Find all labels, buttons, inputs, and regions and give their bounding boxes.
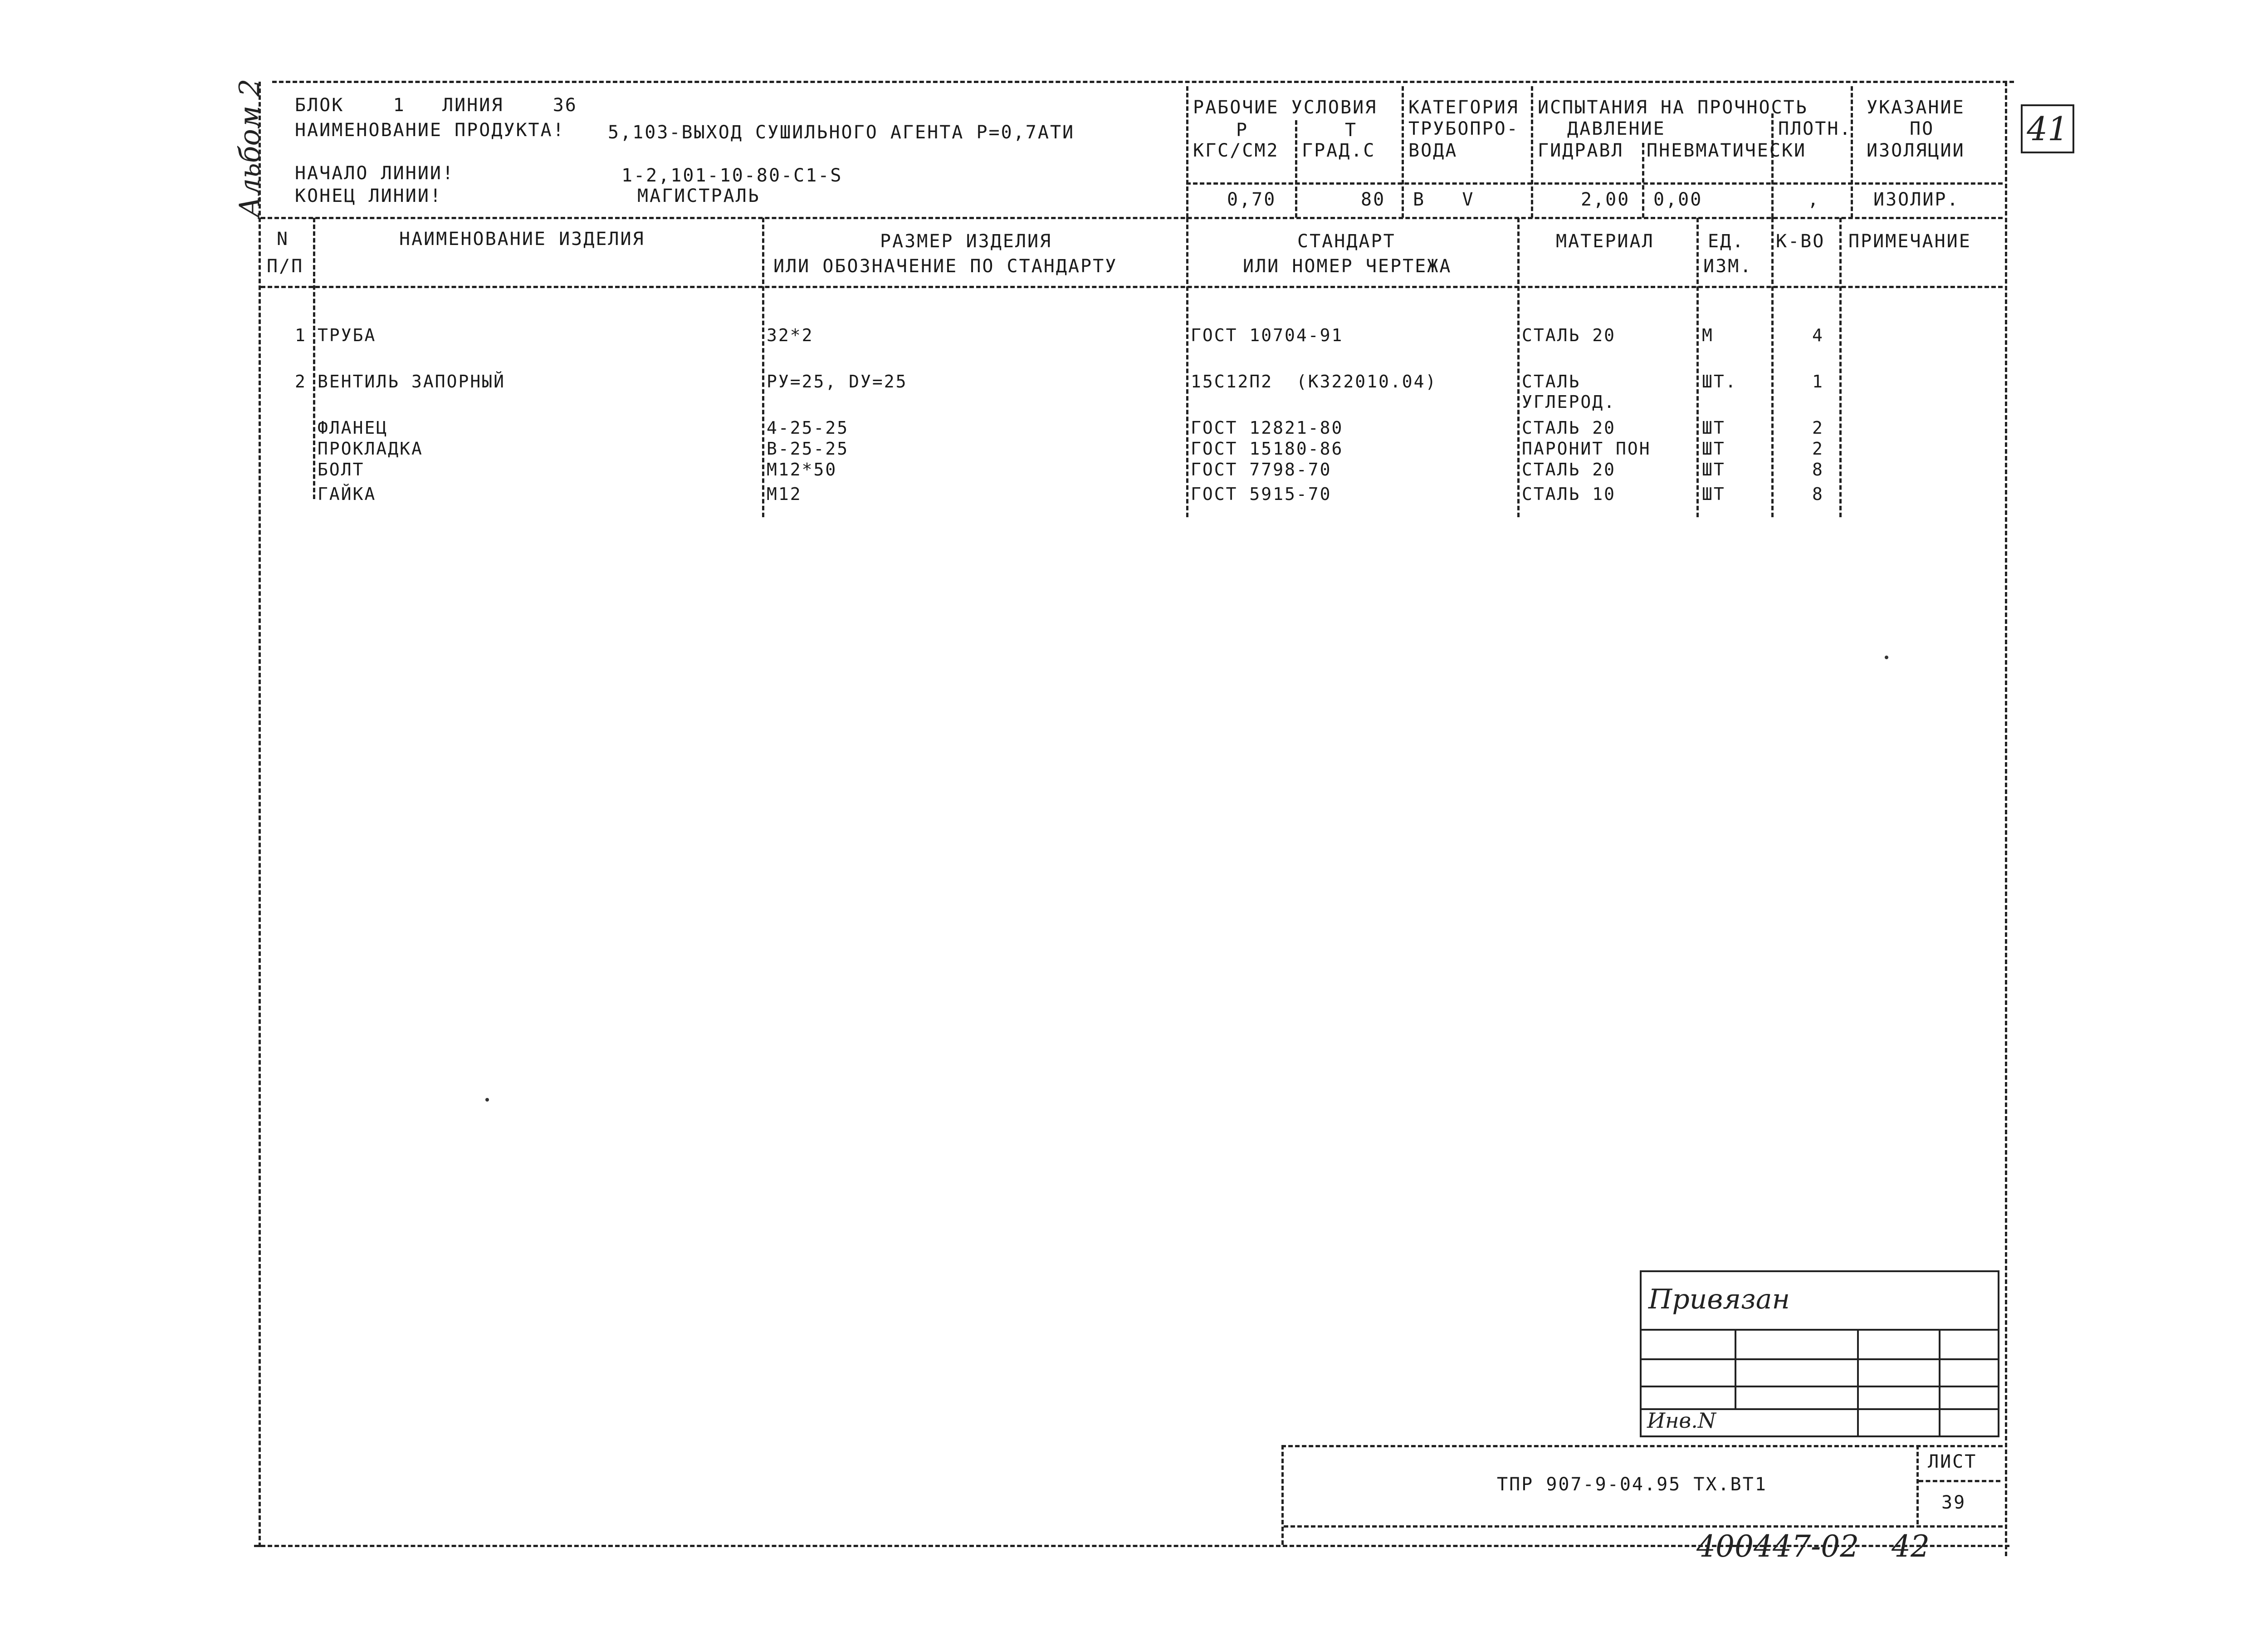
table-row-4-name: ПРОКЛАДКА [318,439,423,459]
category-label-2: ТРУБОПРО- [1408,118,1519,139]
side-note [229,78,270,218]
p-label: Р [1236,120,1249,141]
stamp-vline-2 [1857,1329,1859,1435]
table-row-5-size: М12*50 [767,460,837,480]
sheet-number: 39 [1941,1492,1966,1513]
table-row-1-name: ТРУБА [318,325,376,345]
title-block-left [1281,1445,1284,1545]
table-row-6-size: М12 [767,484,802,504]
dens-label: ПЛОТН. [1778,118,1852,139]
pneum-label: ПНЕВМАТИЧЕСКИ [1647,140,1807,161]
table-row-5-qty: 8 [1812,460,1824,480]
col-sep-std [1186,218,1188,517]
category-value: В V [1413,189,1475,210]
table-row-4-std: ГОСТ 15180-86 [1191,439,1344,459]
table-row-5-unit: ШТ [1702,460,1725,480]
header-product-value: 5,103-ВЫХОД СУШИЛЬНОГО АГЕНТА Р=0,7АТИ [608,122,1075,143]
frame-right [2005,82,2007,1556]
stamp-line-1 [1642,1329,1998,1331]
table-row-3-material: СТАЛЬ 20 [1522,418,1616,438]
header-product-label: НАИМЕНОВАНИЕ ПРОДУКТА! [295,120,565,141]
handwritten-code: 400447-02 [1696,1529,1859,1564]
col-num-l2: П/П [267,256,304,277]
table-row-6-unit: ШТ [1702,484,1725,504]
table-row-1-std: ГОСТ 10704-91 [1191,325,1344,345]
table-row-2-material: СТАЛЬ [1522,372,1581,392]
col-sep-material [1517,218,1520,517]
frame-top [272,81,2014,83]
col-sep-note [1839,218,1842,517]
pressure-label: ДАВЛЕНИЕ [1567,118,1666,139]
col-material: МАТЕРИАЛ [1556,231,1654,252]
header-sep-dens [1771,113,1774,218]
frame-left [259,82,261,1547]
table-row-3-size: 4-25-25 [767,418,849,438]
table-row-1-unit: М [1702,325,1714,345]
table-row-2-qty: 1 [1812,372,1824,392]
table-row-3-unit: ШТ [1702,418,1725,438]
header-start-value: 1-2,101-10-80-С1-S [621,165,843,186]
col-num-l1: N [277,229,289,250]
insul-label-3: ИЗОЛЯЦИИ [1867,140,1965,161]
table-row-5-name: БОЛТ [318,460,365,480]
col-sep-unit [1696,218,1699,517]
stamp-line-2 [1642,1358,1998,1360]
col-size-l1: РАЗМЕР ИЗДЕЛИЯ [880,231,1052,252]
t-value: 80 [1361,189,1386,210]
col-std-l2: ИЛИ НОМЕР ЧЕРТЕЖА [1243,256,1452,277]
col-unit-l2: ИЗМ. [1703,256,1753,277]
p-value: 0,70 [1227,189,1276,210]
table-row-2-size: РУ=25, DУ=25 [767,372,908,392]
table-row-5-material: СТАЛЬ 20 [1522,460,1616,480]
stamp-line-3 [1642,1386,1998,1387]
table-row-5-std: ГОСТ 7798-70 [1191,460,1332,480]
sheet-label: ЛИСТ [1928,1451,1977,1472]
speck-1 [485,1098,489,1102]
table-row-6-qty: 8 [1812,484,1824,504]
work-conditions-label: РАБОЧИЕ УСЛОВИЯ [1193,97,1378,118]
insul-label-1: УКАЗАНИЕ [1867,97,1965,118]
table-row-6-std: ГОСТ 5915-70 [1191,484,1332,504]
col-size-l2: ИЛИ ОБОЗНАЧЕНИЕ ПО СТАНДАРТУ [773,256,1118,277]
header-sep-hydr [1642,143,1644,218]
stamp-vline-3 [1939,1329,1941,1435]
dens-value: , [1808,189,1820,210]
table-row-1-num: 1 [295,325,307,345]
header-sep-work [1186,86,1188,218]
col-sep-qty [1771,218,1774,517]
table-row-1-size: 32*2 [767,325,814,345]
col-qty: К-ВО [1776,231,1825,252]
handwritten-page: 42 [1892,1529,1930,1564]
t-label: Т [1345,120,1358,141]
stamp-bound-label: Привязан [1648,1283,1790,1315]
title-block-top [1281,1445,2003,1447]
header-values-line [1186,182,2003,185]
header-end-value: МАГИСТРАЛЬ [637,186,760,206]
table-row-4-unit: ШТ [1702,439,1725,459]
stamp-vline-1 [1735,1329,1736,1408]
table-row-1-material: СТАЛЬ 20 [1522,325,1616,345]
category-label-3: ВОДА [1408,140,1458,161]
table-row-2-material2: УГЛЕРОД. [1522,392,1616,412]
table-row-4-qty: 2 [1812,439,1824,459]
insul-label-2: ПО [1910,118,1935,139]
table-row-6-material: СТАЛЬ 10 [1522,484,1616,504]
header-sep-test [1531,86,1533,218]
p-unit: КГС/СМ2 [1193,140,1279,161]
category-label-1: КАТЕГОРИЯ [1408,97,1519,118]
table-row-3-std: ГОСТ 12821-80 [1191,418,1344,438]
page-badge-number: 41 [2027,110,2068,148]
table-row-2-std: 15С12П2 (К322010.04) [1191,372,1437,392]
stamp-inv-label: Инв.N [1647,1408,1716,1433]
page-badge [2021,104,2074,153]
insul-value: ИЗОЛИР. [1873,189,1960,210]
header-start-label: НАЧАЛО ЛИНИИ! [295,163,455,184]
hydr-value: 2,00 [1581,189,1630,210]
table-row-2-name: ВЕНТИЛЬ ЗАПОРНЫЙ [318,372,506,392]
table-row-4-size: В-25-25 [767,439,849,459]
header-sep-insul [1851,86,1853,218]
table-row-3-name: ФЛАНЕЦ [318,418,388,438]
doc-code: ТПР 907-9-04.95 ТХ.ВТ1 [1497,1474,1767,1495]
col-name: НАИМЕНОВАНИЕ ИЗДЕЛИЯ [399,229,645,250]
table-row-1-qty: 4 [1812,325,1824,345]
columns-bottom-line [261,286,2003,288]
table-row-2-unit: ШТ. [1702,372,1737,392]
title-block-sheet-sep [1916,1445,1919,1524]
t-unit: ГРАД.С [1302,140,1376,161]
header-end-label: КОНЕЦ ЛИНИИ! [295,186,442,206]
header-sep-p [1295,120,1297,218]
col-note: ПРИМЕЧАНИЕ [1848,231,1971,252]
title-block-bottom [1284,1525,2003,1528]
table-row-3-qty: 2 [1812,418,1824,438]
col-sep-size [762,218,764,517]
hydr-label: ГИДРАВЛ [1538,140,1624,161]
stamp-box [1640,1270,1999,1437]
col-unit-l1: ЕД. [1708,231,1745,252]
table-row-6-name: ГАЙКА [318,484,376,504]
table-row-4-material: ПАРОНИТ ПОН [1522,439,1651,459]
header-block-line: БЛОК 1 ЛИНИЯ 36 [295,95,577,116]
table-row-2-num: 2 [295,372,307,392]
side-note-text: Альбом 2 [233,78,266,218]
speck-2 [1885,656,1888,659]
title-block-sheet-line [1919,1480,2000,1482]
pneum-value: 0,00 [1653,189,1703,210]
col-sep-name [313,218,315,499]
header-sep-cat [1402,86,1404,218]
col-std-l1: СТАНДАРТ [1297,231,1396,252]
header-bottom-line [261,217,2003,219]
strength-test-label: ИСПЫТАНИЯ НА ПРОЧНОСТЬ [1538,97,1808,118]
